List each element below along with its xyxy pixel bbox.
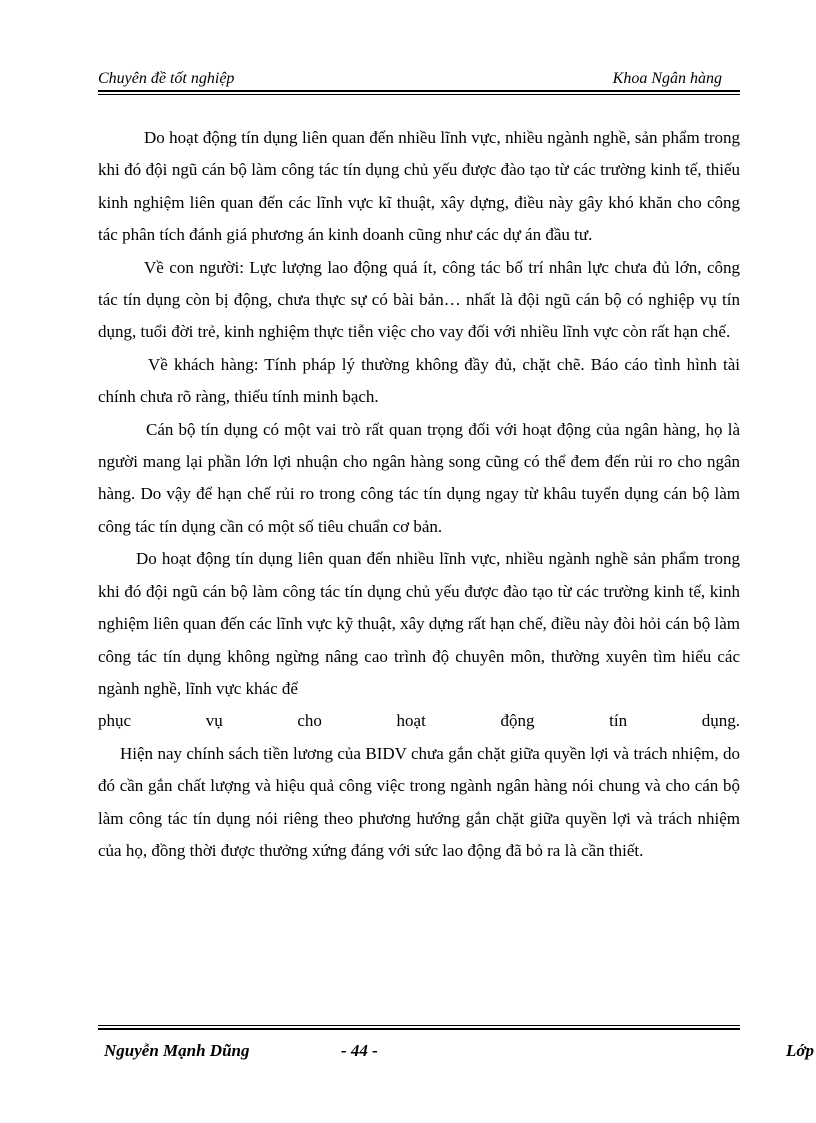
header-rule-thick [98,90,740,92]
paragraph: Về khách hàng: Tính pháp lý thường không đầy đủ, chặt chẽ. Báo cáo tình hình tài chính chưa rõ ràng, thiếu tính minh bạch. [98,354,740,407]
paragraph: Về con người: Lực lượng lao động quá ít, công tác bố trí nhân lực chưa đủ lớn, công tác tín dụng còn bị động, chưa thực sự có bài bản… nhất là đội ngũ cán bộ có nghiệp vụ tín dụng, tuổi đời trẻ, kinh nghiệm thực tiễn việc cho vay đối với nhiều lĩnh vực còn rất hạn chế. [98,257,740,342]
paragraph: phục vụ cho hoạt động tín dụng. [98,711,740,731]
paragraph: Cán bộ tín dụng có một vai trò rất quan trọng đối với hoạt động của ngân hàng, họ là người mang lại phần lớn lợi nhuận cho ngân hàng song cũng có thể đem đến rủi ro cho ngân hàng. Do vậy để hạn chế rủi ro trong công tác tín dụng ngay từ khâu tuyển dụng cán bộ làm công tác tín dụng cần có một số tiêu chuẩn cơ bản. [98,419,740,536]
footer-author: Nguyễn Mạnh Dũng [104,1041,250,1060]
paragraph: Do hoạt động tín dụng liên quan đến nhiều lĩnh vực, nhiều ngành nghề sản phẩm trong khi đó đội ngũ cán bộ làm công tác tín dụng chủ yếu được đào tạo từ các trường kinh tế, kinh nghiệm liên quan đến các lĩnh vực kỹ thuật, xây dựng rất hạn chế, điều này đòi hỏi cán bộ làm công tác tín dụng không ngừng nâng cao trình độ chuyên môn, thường xuyên tìm hiểu các ngành nghề, lĩnh vực khác để [98,549,740,698]
header-faculty: Khoa Ngân hàng [612,70,722,87]
footer-class-label: Lớp [786,1041,815,1060]
footer-rule-thick [98,1028,740,1030]
paragraph: Do hoạt động tín dụng liên quan đến nhiều lĩnh vực, nhiều ngành nghề, sản phẩm trong khi đó đội ngũ cán bộ làm công tác tín dụng chủ yếu được đào tạo từ các trường kinh tế, thiếu kinh nghiệm liên quan đến các lĩnh vực kĩ thuật, xây dựng, điều này gây khó khăn cho công tác phân tích đánh giá phương án kinh doanh cũng như các dự án đầu tư. [98,128,740,245]
footer-rule-thin [98,1025,740,1026]
header-rule-thin [98,94,740,95]
body-text [98,122,740,867]
footer-page-number: - 44 - [341,1041,378,1060]
page-header [98,68,722,90]
paragraph: Hiện nay chính sách tiền lương của BIDV chưa gắn chặt giữa quyền lợi và trách nhiệm, do đó cần gắn chất lượng và hiệu quả công việc trong ngành ngân hàng nói chung và cho cán bộ làm công tác tín dụng nói riêng theo phương hướng gắn chặt giữa quyền lợi và trách nhiệm của họ, đồng thời được thưởng xứng đáng với sức lao động đã bỏ ra là cần thiết. [98,743,740,860]
header-thesis-title: Chuyên đề tốt nghiệp [98,70,235,87]
